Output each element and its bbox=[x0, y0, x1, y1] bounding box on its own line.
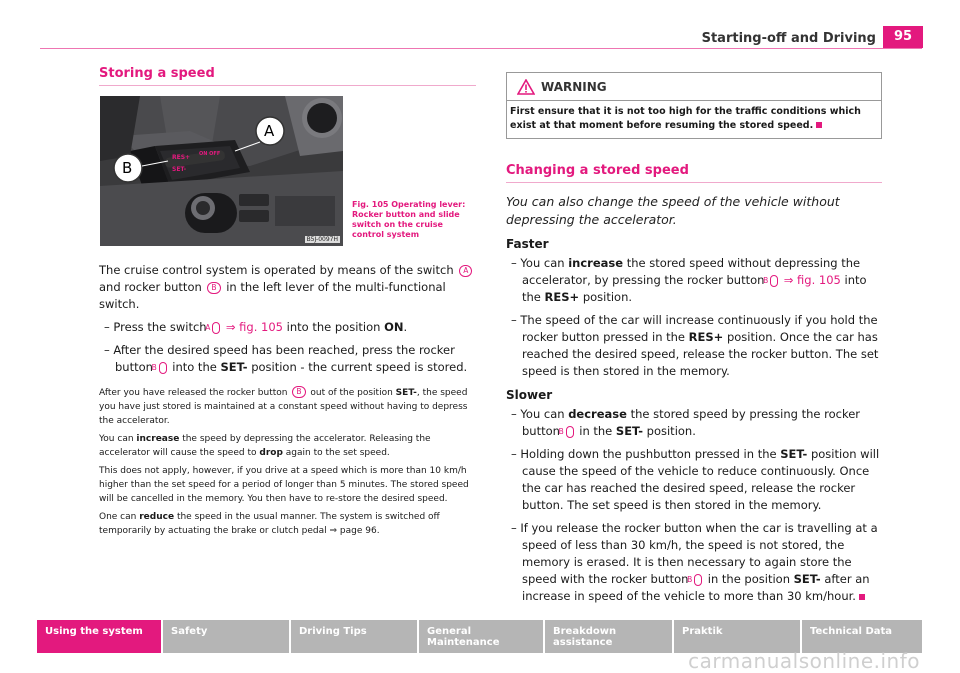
warning-header bbox=[507, 73, 881, 101]
list-item: – Holding down the pushbutton pressed in the SET- position will cause the speed of the vehicle to reduce continuously. Once the car has reached the desired speed, release the rocker button. The set speed is then stored in the memory. bbox=[511, 447, 880, 512]
subhead-faster: Faster bbox=[506, 237, 549, 251]
badge-a: A bbox=[212, 322, 220, 334]
lever-text-onoff: ON OFF bbox=[199, 151, 221, 157]
header-divider bbox=[40, 48, 922, 49]
page-header bbox=[0, 0, 960, 50]
nav-tab-safety[interactable]: Safety bbox=[163, 620, 289, 653]
nav-tab-praktik[interactable]: Praktik bbox=[674, 620, 800, 653]
nav-tab-breakdown-assistance[interactable]: Breakdown assistance bbox=[545, 620, 672, 653]
note-paragraph: This does not apply, however, if you drive at a speed which is more than 10 km/h higher than the set speed for a period of longer than 5 minutes. The stored speed will be cancelled in the memory. You then have to re-store the desired speed. bbox=[99, 466, 469, 504]
figure-reference-link[interactable]: ⇒ fig. 105 bbox=[225, 320, 283, 334]
note-paragraph: After you have released the rocker button B out of the position SET-, the speed you have just stored is maintained at a constant speed without having to depress the accelerator. bbox=[99, 387, 468, 426]
figure-label-b: B bbox=[122, 159, 133, 177]
right-column bbox=[506, 72, 882, 611]
section-intro: You can also change the speed of the vehicle without depressing the accelerator. bbox=[506, 194, 840, 227]
end-marker-icon bbox=[859, 594, 865, 600]
badge-b: B bbox=[159, 362, 167, 374]
intro-paragraph: The cruise control system is operated by means of the switch A and rocker button B in the left lever of the multi-functional switch. bbox=[99, 262, 476, 313]
figure-label-a: A bbox=[264, 122, 275, 140]
list-item: – If you release the rocker button when the car is travelling at a speed of less than 30 km/h, the speed is not stored, the memory is erased. It is then necessary to again store the speed with the rocker button B in the position SET- after an increase in speed of the vehicle to more than 30 km/hour. bbox=[511, 521, 878, 603]
nav-tab-general-maintenance[interactable]: General Maintenance bbox=[419, 620, 543, 653]
list-item: – You can increase the stored speed without depressing the accelerator, by pressing the rocker button B ⇒ fig. 105 into the RES+ position. bbox=[511, 256, 867, 304]
badge-a: A bbox=[459, 265, 472, 277]
figure-105 bbox=[99, 96, 476, 248]
cruise-control-lever-photo bbox=[100, 96, 343, 246]
section-title-storing-speed: Storing a speed bbox=[99, 66, 476, 86]
lever-text-set: SET- bbox=[172, 166, 187, 173]
warning-box bbox=[506, 72, 882, 139]
warning-text: First ensure that it is not too high for the traffic conditions which exist at that moment before resuming the stored speed. bbox=[510, 106, 861, 131]
nav-tab-using-the-system[interactable]: Using the system bbox=[37, 620, 161, 653]
warning-title: WARNING bbox=[541, 80, 607, 94]
end-marker-icon bbox=[816, 122, 822, 128]
lever-text-res: RES+ bbox=[172, 154, 191, 161]
badge-b: B bbox=[566, 426, 574, 438]
badge-b: B bbox=[207, 282, 220, 294]
list-item: – After the desired speed has been reached, press the rocker button B into the SET- position - the current speed is stored. bbox=[104, 343, 468, 374]
section-title-changing-speed: Changing a stored speed bbox=[506, 163, 882, 183]
nav-tab-technical-data[interactable]: Technical Data bbox=[802, 620, 922, 653]
left-column bbox=[99, 66, 476, 542]
page-number: 95 bbox=[883, 26, 923, 48]
note-paragraph: One can reduce the speed in the usual manner. The system is switched off temporarily by actuating the brake or clutch pedal ⇒ page 96. bbox=[99, 512, 440, 536]
note-paragraph: You can increase the speed by depressing the accelerator. Releasing the accelerator will cause the speed to drop again to the set speed. bbox=[99, 434, 431, 458]
page-header-title: Starting-off and Driving bbox=[701, 31, 876, 46]
warning-triangle-icon bbox=[517, 79, 535, 95]
badge-b: B bbox=[694, 574, 702, 586]
nav-tab-driving-tips[interactable]: Driving Tips bbox=[291, 620, 417, 653]
subhead-slower: Slower bbox=[506, 388, 553, 402]
list-item: – The speed of the car will increase continuously if you hold the rocker button pressed in the RES+ position. Once the car has reached the desired speed, release the rocker button. The set speed is then stored in the memory. bbox=[511, 313, 879, 378]
list-item: – You can decrease the stored speed by pressing the rocker button B in the SET- position. bbox=[511, 407, 861, 438]
figure-code: B5J-0097H bbox=[306, 236, 338, 243]
badge-b: B bbox=[770, 275, 778, 287]
list-item: – Press the switch A ⇒ fig. 105 into the position ON. bbox=[104, 320, 408, 334]
figure-caption: Fig. 105 Operating lever: Rocker button and slide switch on the cruise control system bbox=[352, 200, 466, 239]
watermark: carmanualsonline.info bbox=[688, 649, 920, 673]
lever-illustration bbox=[100, 96, 343, 246]
figure-reference-link[interactable]: ⇒ fig. 105 bbox=[783, 273, 841, 287]
badge-b: B bbox=[292, 386, 305, 398]
